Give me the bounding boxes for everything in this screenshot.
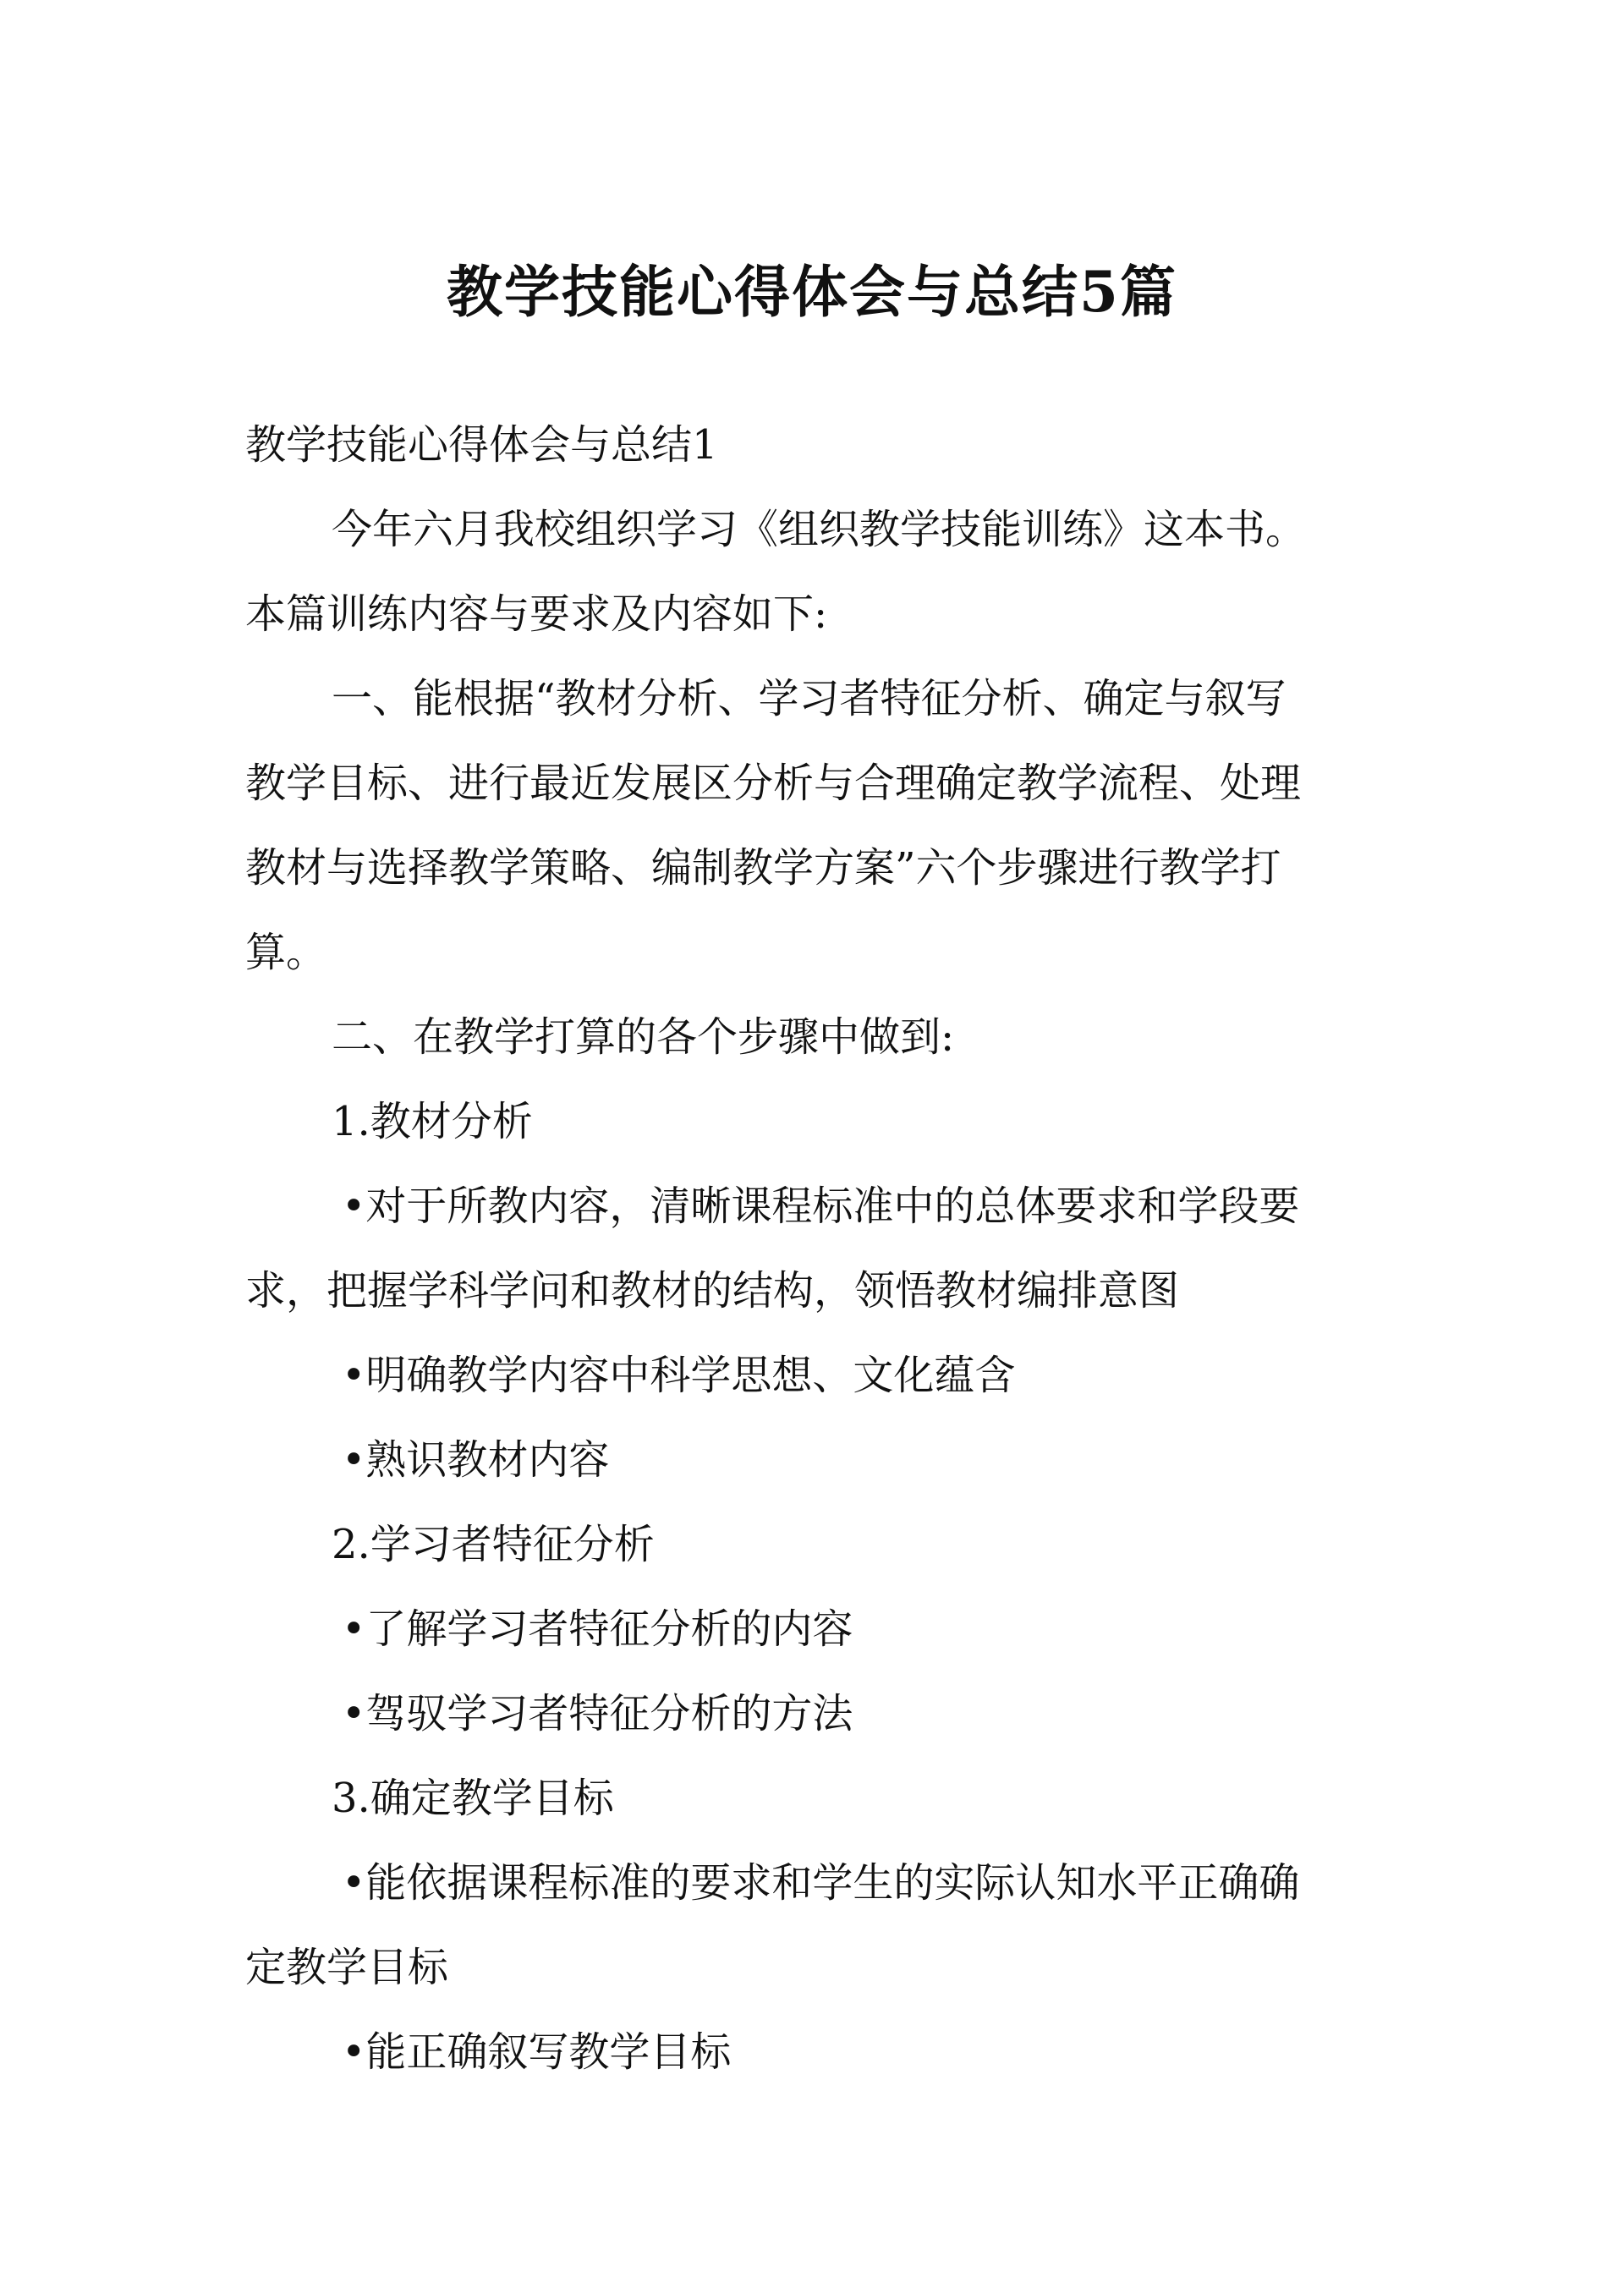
section-heading: 教学技能心得体会与总结1 bbox=[245, 421, 718, 469]
paragraph-line: 本篇训练内容与要求及内容如下: bbox=[245, 590, 828, 638]
bullet-item: •驾驭学习者特征分析的方法 bbox=[342, 1690, 853, 1737]
paragraph-line: 定教学目标 bbox=[245, 1944, 449, 1991]
numbered-item: 1.教材分析 bbox=[332, 1098, 533, 1145]
paragraph-line: 一、能根据“教材分析、学习者特征分析、确定与叙写 bbox=[332, 675, 1287, 722]
bullet-item: •了解学习者特征分析的内容 bbox=[342, 1605, 853, 1653]
paragraph-line: 二、在教学打算的各个步骤中做到: bbox=[332, 1013, 955, 1061]
paragraph-line: 算。 bbox=[245, 929, 327, 976]
bullet-item: •对于所教内容，清晰课程标准中的总体要求和学段要 bbox=[342, 1183, 1300, 1230]
document-body bbox=[245, 403, 1387, 2094]
paragraph-line: 教材与选择教学策略、编制教学方案”六个步骤进行教学打 bbox=[245, 844, 1281, 892]
bullet-item: •能依据课程标准的要求和学生的实际认知水平正确确 bbox=[342, 1859, 1300, 1907]
document-title: 教学技能心得体会与总结5篇 bbox=[447, 259, 1177, 325]
numbered-item: 2.学习者特征分析 bbox=[332, 1521, 655, 1568]
paragraph-line: 教学目标、进行最近发展区分析与合理确定教学流程、处理 bbox=[245, 760, 1302, 807]
numbered-item: 3.确定教学目标 bbox=[332, 1775, 614, 1822]
bullet-item: •能正确叙写教学目标 bbox=[342, 2028, 732, 2076]
paragraph-line: 求，把握学科学问和教材的结构，领悟教材编排意图 bbox=[245, 1267, 1180, 1314]
bullet-item: •明确教学内容中科学思想、文化蕴含 bbox=[342, 1352, 1016, 1399]
bullet-item: •熟识教材内容 bbox=[342, 1436, 610, 1484]
paragraph-line: 今年六月我校组织学习《组织教学技能训练》这本书。 bbox=[332, 506, 1307, 553]
